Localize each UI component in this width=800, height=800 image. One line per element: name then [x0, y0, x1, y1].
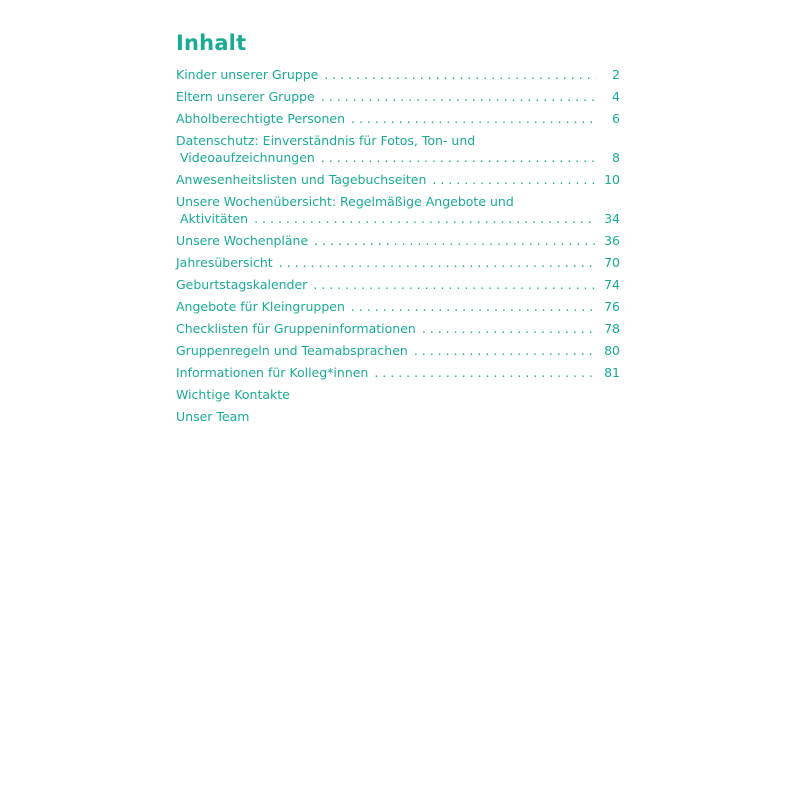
- toc-entry[interactable]: [176, 298, 620, 315]
- dot-leader: [324, 66, 596, 83]
- dot-leader: [321, 88, 596, 105]
- toc-page-number: 70: [604, 255, 620, 270]
- dot-leader: [279, 254, 596, 271]
- toc-page-number: 76: [604, 299, 620, 314]
- toc-entry-title: Unser Team: [176, 409, 250, 424]
- dot-leader: [432, 171, 596, 188]
- toc-entry-title: Abholberechtigte Personen: [176, 111, 345, 126]
- toc-entry-title: Kinder unserer Gruppe: [176, 67, 319, 82]
- dot-leader: [351, 298, 596, 315]
- toc-page-number: 34: [604, 211, 620, 226]
- toc-entry[interactable]: [176, 342, 620, 359]
- toc-entry[interactable]: [176, 386, 620, 403]
- toc-entry-title: Geburtstagskalender: [176, 277, 308, 292]
- toc-entry-title-line1: Unsere Wochenübersicht: Regelmäßige Angebote und: [176, 194, 514, 209]
- toc-entry-title: Informationen für Kolleg*innen: [176, 365, 369, 380]
- dot-leader: [422, 320, 596, 337]
- toc-page-number: 36: [604, 233, 620, 248]
- dot-leader: [414, 342, 596, 359]
- toc-entry-title: Angebote für Kleingruppen: [176, 299, 345, 314]
- toc-page-number: 6: [612, 111, 620, 126]
- toc-entry[interactable]: [176, 193, 620, 227]
- toc-entry-title: Anwesenheitslisten und Tagebuchseiten: [176, 172, 427, 187]
- toc-page-number: 10: [604, 172, 620, 187]
- toc-entry[interactable]: [176, 171, 620, 188]
- toc-entry-title: Gruppenregeln und Teamabsprachen: [176, 343, 408, 358]
- toc-page-number: 74: [604, 277, 620, 292]
- toc-entry-title: Wichtige Kontakte: [176, 387, 290, 402]
- toc-page-number: 8: [612, 150, 620, 165]
- toc-entry-title: Checklisten für Gruppeninformationen: [176, 321, 416, 336]
- toc-entry[interactable]: [176, 364, 620, 381]
- dot-leader: [254, 210, 596, 227]
- toc-entry[interactable]: [176, 254, 620, 271]
- toc-entry[interactable]: [176, 320, 620, 337]
- toc-list: [176, 66, 620, 425]
- toc-entry-title: Eltern unserer Gruppe: [176, 89, 315, 104]
- toc-entry-title: Videoaufzeichnungen: [180, 150, 315, 165]
- toc-page-number: 81: [604, 365, 620, 380]
- dot-leader: [374, 364, 596, 381]
- dot-leader: [351, 110, 596, 127]
- toc-entry[interactable]: [176, 66, 620, 83]
- toc-entry-title: Unsere Wochenpläne: [176, 233, 309, 248]
- toc-page-number: 4: [612, 89, 620, 104]
- toc-page-number: 80: [604, 343, 620, 358]
- toc-page-number: 2: [612, 67, 620, 82]
- table-of-contents: [176, 30, 620, 430]
- toc-entry[interactable]: [176, 88, 620, 105]
- toc-page-number: 78: [604, 321, 620, 336]
- dot-leader: [313, 276, 596, 293]
- toc-entry-title: Jahresübersicht: [176, 255, 273, 270]
- toc-title: Inhalt: [176, 31, 247, 55]
- toc-entry[interactable]: [176, 408, 620, 425]
- toc-entry-title: Aktivitäten: [180, 211, 249, 226]
- toc-entry[interactable]: [176, 232, 620, 249]
- toc-entry-title-line1: Datenschutz: Einverständnis für Fotos, Ton- und: [176, 133, 476, 148]
- dot-leader: [314, 232, 596, 249]
- toc-entry[interactable]: [176, 276, 620, 293]
- toc-entry[interactable]: [176, 132, 620, 166]
- toc-entry[interactable]: [176, 110, 620, 127]
- dot-leader: [321, 149, 596, 166]
